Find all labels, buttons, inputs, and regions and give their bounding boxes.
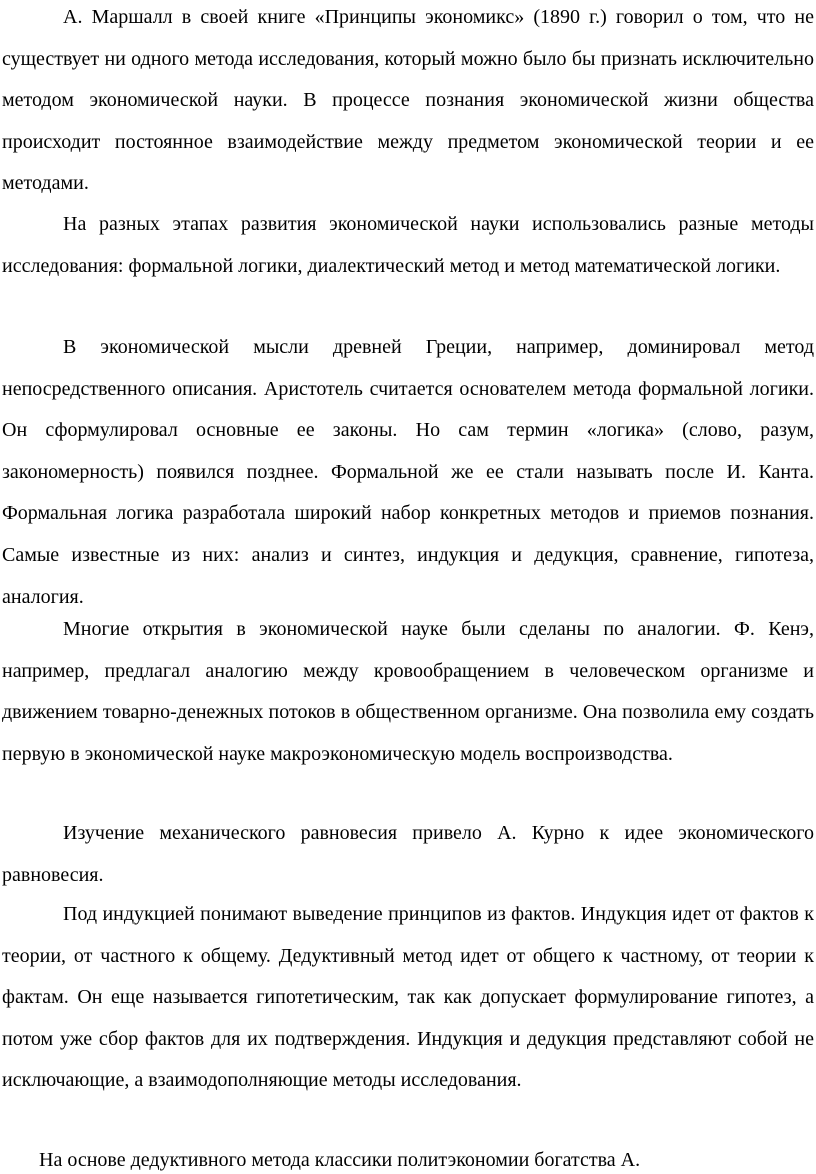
paragraph-cournot: Изучение механического равновесия привело А. Курно к идее экономического равновесия. — [2, 822, 814, 886]
paragraph-induction-deduction: Под индукцией понимают выведение принципов из фактов. Индукция идет от фактов к теории, от частного к общему. Дедуктивный метод идет от общего к частному, от теории к фактам. Он еще называется гипотетическим, так как допускает формулирование гипотез, а потом уже сбор фактов для их подтверждения. Индукция и дедукция представляют собой не исключающие, а взаимодополняющие методы исследования. — [2, 903, 814, 1092]
paragraph-deductive-classics: На основе дедуктивного метода классики политэкономии богатства А. — [39, 1149, 641, 1171]
paragraph-analogy: Многие открытия в экономической науке были сделаны по аналогии. Ф. Кенэ, например, предлагал аналогию между кровообращением в человеческом организме и движением товарно-денежных потоков в общественном организме. Она позволила ему создать первую в экономической науке макроэкономическую модель воспроизводства. — [2, 618, 814, 765]
paragraph-ancient-greece: В экономической мысли древней Греции, например, доминировал метод непосредственного описания. Аристотель считается основателем метода формальной логики. Он сформулировал основные ее законы. Но сам термин «логика» (слово, разум, закономерность) появился позднее. Формальной же ее стали называть после И. Канта. Формальная логика разработала широкий набор конкретных методов и приемов познания. Самые известные из них: анализ и синтез, индукция и дедукция, сравнение, гипотеза, аналогия. — [2, 336, 814, 608]
paragraph-research-methods: На разных этапах развития экономической науки использовались разные методы исследования: формальной логики, диалектический метод и метод математической логики. — [2, 213, 814, 277]
paragraph-marshall: А. Маршалл в своей книге «Принципы экономикс» (1890 г.) говорил о том, что не существует ни одного метода исследования, который можно было бы признать исключительно методом экономической науки. В процессе познания экономической жизни общества происходит постоянное взаимодействие между предметом экономической теории и ее методами. — [2, 6, 814, 195]
